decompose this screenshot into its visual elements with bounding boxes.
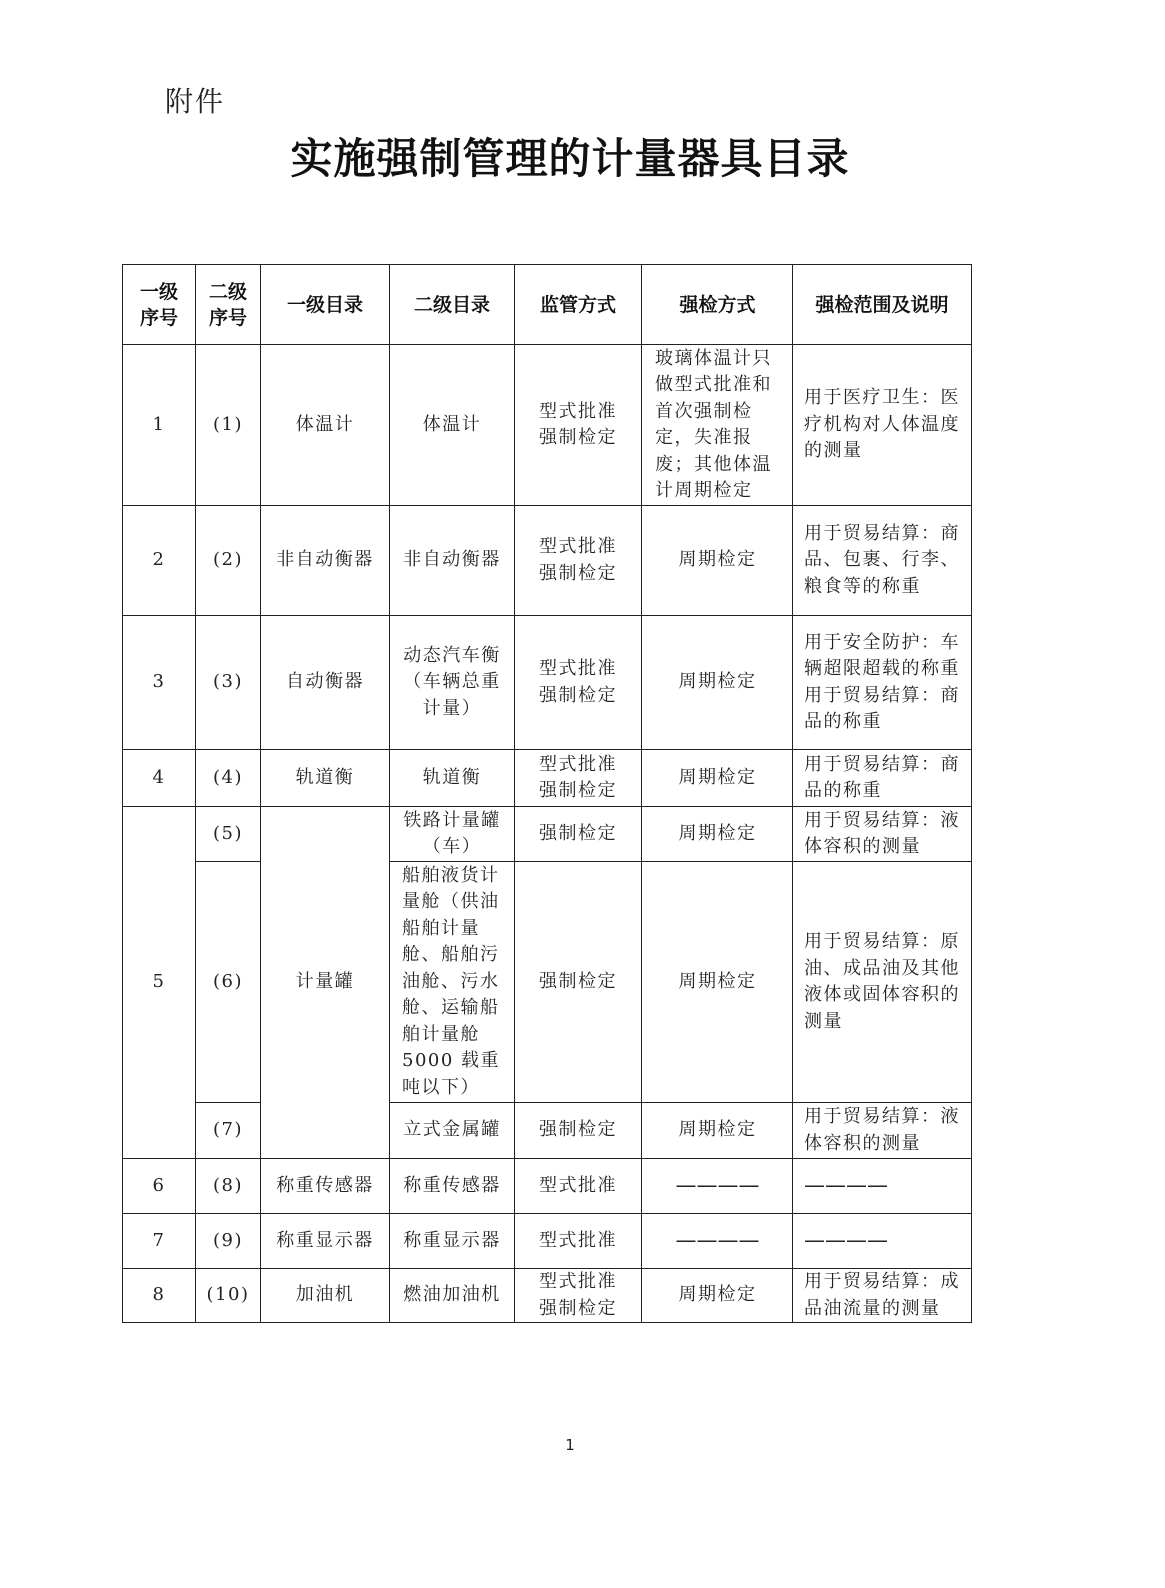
cell-level2-catalog: 体温计 xyxy=(390,345,515,506)
scope-text: 用于安全防护：车辆超限超载的称重 xyxy=(804,631,960,679)
cell-level1-no: 4 xyxy=(123,750,196,807)
cell-inspection: 周期检定 xyxy=(642,862,793,1103)
cell-supervision: 强制检定 xyxy=(515,1103,642,1159)
cell-level1-catalog: 轨道衡 xyxy=(261,750,390,807)
cell-level2-no: (3) xyxy=(196,616,261,750)
cell-inspection: 玻璃体温计只做型式批准和首次强制检定，失准报废；其他体温计周期检定 xyxy=(642,345,793,506)
dash-placeholder: ———— xyxy=(804,1172,888,1197)
cell-level2-no: (10) xyxy=(196,1269,261,1323)
header-inspection: 强检方式 xyxy=(642,265,793,345)
cell-inspection: 周期检定 xyxy=(642,506,793,616)
cell-level2-catalog: 称重传感器 xyxy=(390,1159,515,1214)
cell-scope xyxy=(793,862,972,1103)
table-row xyxy=(123,345,972,506)
table-row xyxy=(123,506,972,616)
cell-level2-no: (2) xyxy=(196,506,261,616)
cell-level2-no: (5) xyxy=(196,807,261,862)
cell-scope xyxy=(793,616,972,750)
header-level1-no: 一级序号 xyxy=(123,265,196,345)
table-row xyxy=(123,1159,972,1214)
table-row xyxy=(123,807,972,862)
cell-level2-no: (8) xyxy=(196,1159,261,1214)
scope-text: 用于贸易结算：液体容积的测量 xyxy=(804,1106,960,1154)
cell-level1-no: 3 xyxy=(123,616,196,750)
header-scope: 强检范围及说明 xyxy=(793,265,972,345)
table-row xyxy=(123,1269,972,1323)
cell-level1-no: 6 xyxy=(123,1159,196,1214)
cell-level2-catalog: 动态汽车衡（车辆总重计量） xyxy=(390,616,515,750)
cell-level1-catalog: 称重传感器 xyxy=(261,1159,390,1214)
dash-placeholder: ———— xyxy=(804,1227,888,1252)
header-supervision: 监管方式 xyxy=(515,265,642,345)
cell-inspection: 周期检定 xyxy=(642,1103,793,1159)
page-number: 1 xyxy=(565,1436,575,1454)
cell-inspection: 周期检定 xyxy=(642,616,793,750)
scope-text: 用于贸易结算：原油、成品油及其他液体或固体容积的测量 xyxy=(804,931,960,1032)
cell-level2-catalog: 轨道衡 xyxy=(390,750,515,807)
catalog-table xyxy=(122,264,972,1323)
scope-text: 用于贸易结算：成品油流量的测量 xyxy=(804,1271,960,1319)
attachment-label: 附件 xyxy=(165,85,226,118)
cell-supervision: 型式批准强制检定 xyxy=(515,345,642,506)
dash-placeholder: ———— xyxy=(675,1172,760,1197)
cell-inspection xyxy=(642,1159,793,1214)
cell-inspection: 周期检定 xyxy=(642,807,793,862)
cell-level1-no: 2 xyxy=(123,506,196,616)
header-level2-no: 二级序号 xyxy=(196,265,261,345)
cell-level1-no: 7 xyxy=(123,1214,196,1269)
cell-level1-catalog: 加油机 xyxy=(261,1269,390,1323)
cell-level2-no: (4) xyxy=(196,750,261,807)
header-level1-catalog: 一级目录 xyxy=(261,265,390,345)
cell-supervision: 强制检定 xyxy=(515,862,642,1103)
cell-level2-no: (6) xyxy=(196,862,261,1103)
cell-level2-catalog: 立式金属罐 xyxy=(390,1103,515,1159)
scope-text: 用于贸易结算：商品、包裹、行李、粮食等的称重 xyxy=(804,522,960,597)
dash-placeholder: ———— xyxy=(675,1227,760,1252)
scope-text: 用于贸易结算：商品的称重 xyxy=(804,684,960,732)
cell-scope xyxy=(793,506,972,616)
header-level2-catalog: 二级目录 xyxy=(390,265,515,345)
cell-supervision: 型式批准 xyxy=(515,1159,642,1214)
cell-level2-catalog: 称重显示器 xyxy=(390,1214,515,1269)
cell-level2-catalog: 非自动衡器 xyxy=(390,506,515,616)
cell-inspection: 周期检定 xyxy=(642,750,793,807)
cell-supervision: 型式批准强制检定 xyxy=(515,1269,642,1323)
cell-supervision: 强制检定 xyxy=(515,807,642,862)
cell-level1-no: 8 xyxy=(123,1269,196,1323)
cell-level2-catalog: 船舶液货计量舱（供油船舶计量舱、船舶污油舱、污水舱、运输船舶计量舱5000 载重吨以下） xyxy=(390,862,515,1103)
cell-scope xyxy=(793,1103,972,1159)
cell-level2-catalog: 燃油加油机 xyxy=(390,1269,515,1323)
cell-level2-no: (7) xyxy=(196,1103,261,1159)
cell-level1-catalog: 自动衡器 xyxy=(261,616,390,750)
cell-level1-catalog: 计量罐 xyxy=(261,807,390,1159)
cell-level1-no: 1 xyxy=(123,345,196,506)
cell-level2-no: (1) xyxy=(196,345,261,506)
cell-scope xyxy=(793,807,972,862)
scope-text: 用于贸易结算：液体容积的测量 xyxy=(804,809,960,857)
cell-inspection: 周期检定 xyxy=(642,1269,793,1323)
cell-scope xyxy=(793,1269,972,1323)
cell-scope xyxy=(793,345,972,506)
table-header-row xyxy=(123,265,972,345)
scope-text: 用于贸易结算：商品的称重 xyxy=(804,753,960,801)
cell-level2-no: (9) xyxy=(196,1214,261,1269)
cell-supervision: 型式批准强制检定 xyxy=(515,506,642,616)
table-row xyxy=(123,862,972,1103)
cell-scope xyxy=(793,1214,972,1269)
cell-scope xyxy=(793,750,972,807)
cell-level1-catalog: 体温计 xyxy=(261,345,390,506)
table-row xyxy=(123,750,972,807)
table-row xyxy=(123,616,972,750)
cell-scope xyxy=(793,1159,972,1214)
table-row xyxy=(123,1214,972,1269)
cell-level1-no: 5 xyxy=(123,807,196,1159)
cell-level1-catalog: 称重显示器 xyxy=(261,1214,390,1269)
table-row xyxy=(123,1103,972,1159)
cell-level1-catalog: 非自动衡器 xyxy=(261,506,390,616)
scope-text: 用于医疗卫生：医疗机构对人体温度的测量 xyxy=(804,387,960,462)
cell-inspection xyxy=(642,1214,793,1269)
cell-supervision: 型式批准强制检定 xyxy=(515,750,642,807)
cell-level2-catalog: 铁路计量罐（车） xyxy=(390,807,515,862)
cell-supervision: 型式批准强制检定 xyxy=(515,616,642,750)
page-title: 实施强制管理的计量器具目录 xyxy=(290,134,850,183)
cell-supervision: 型式批准 xyxy=(515,1214,642,1269)
